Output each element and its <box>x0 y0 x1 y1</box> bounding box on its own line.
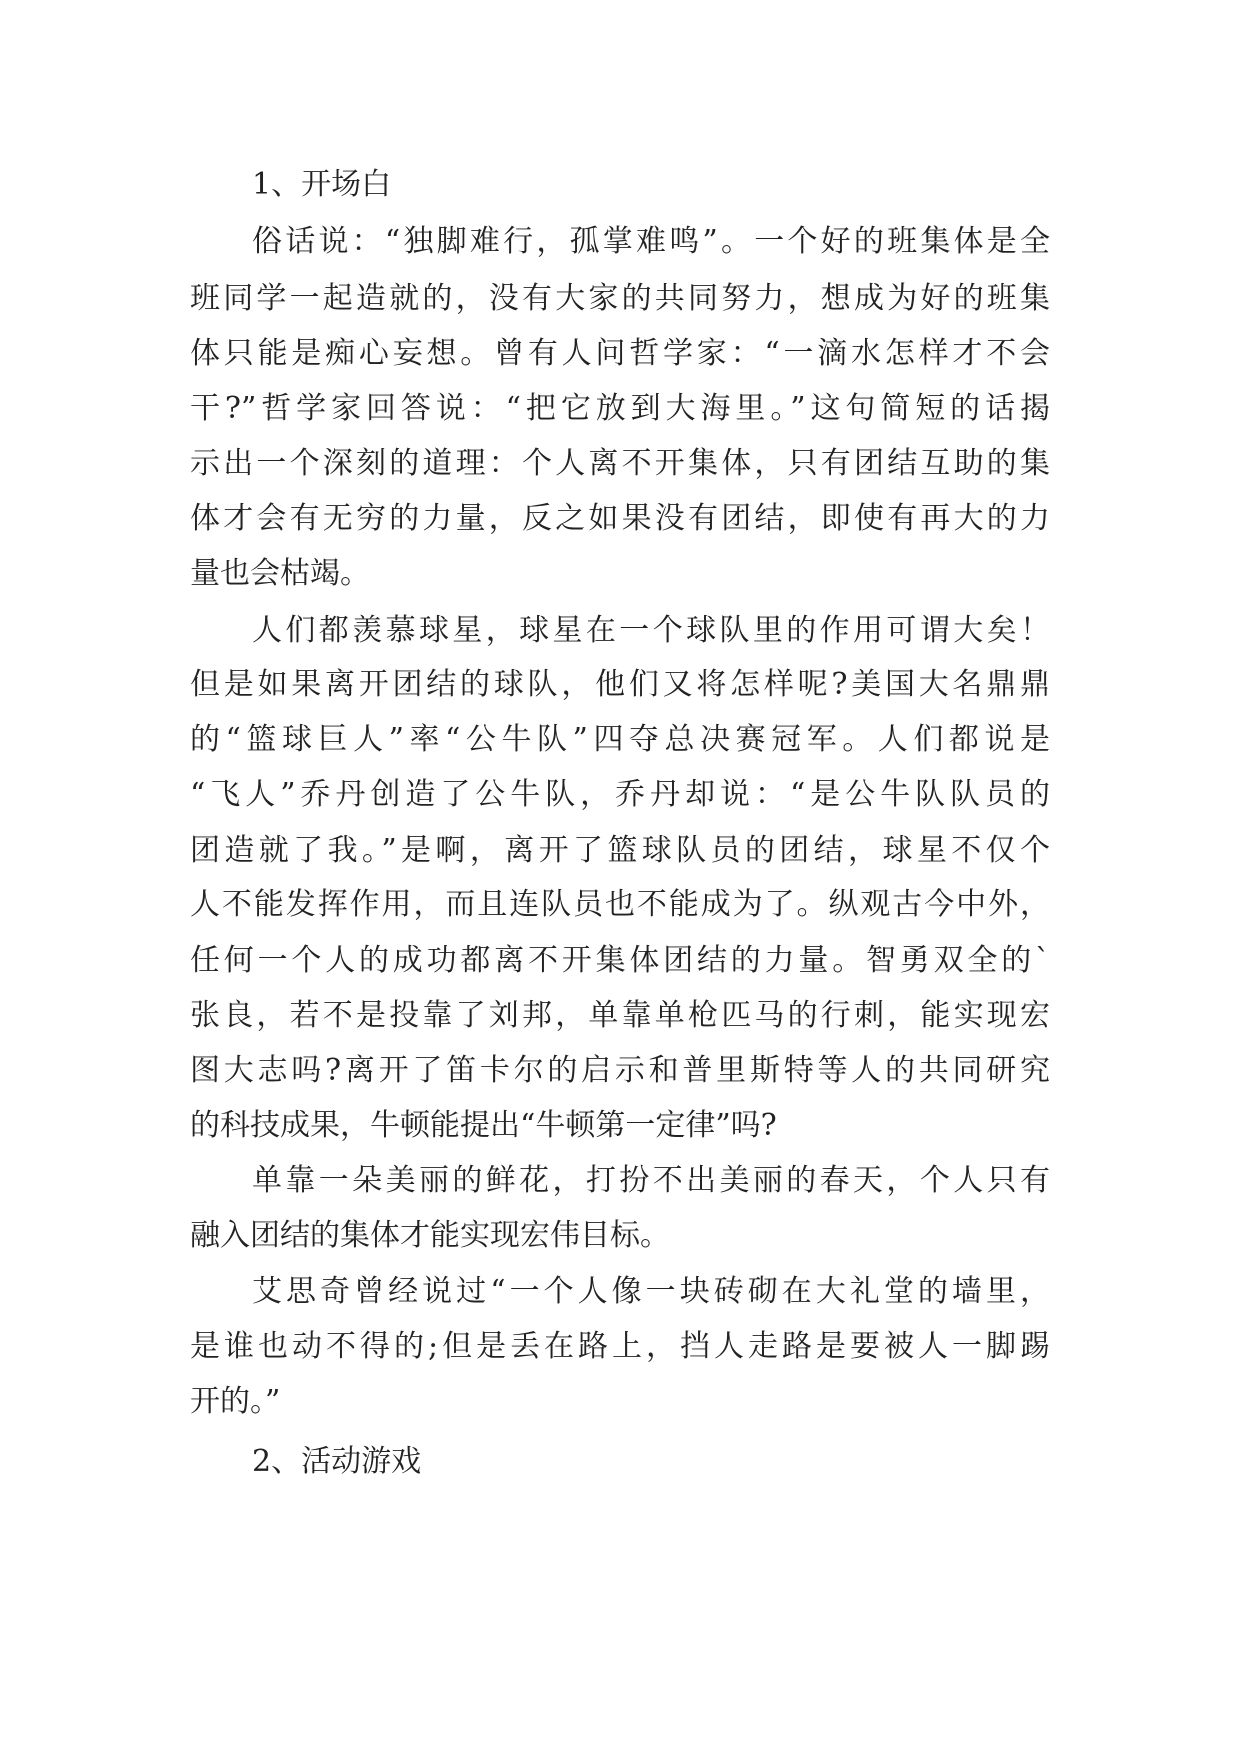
paragraph-line: 团造就了我。”是啊，离开了篮球队员的团结，球星不仅个 <box>190 833 1050 868</box>
paragraph-line: 干?”哲学家回答说：“把它放到大海里。”这句简短的话揭 <box>190 391 1050 426</box>
heading-opening: 1、开场白 <box>252 167 392 202</box>
paragraph-line: 人不能发挥作用，而且连队员也不能成为了。纵观古今中外， <box>190 887 1050 922</box>
paragraph-line: 图大志吗?离开了笛卡尔的启示和普里斯特等人的共同研究 <box>190 1053 1050 1088</box>
paragraph-line: “飞人”乔丹创造了公牛队，乔丹却说：“是公牛队队员的 <box>190 777 1050 812</box>
paragraph-line: 任何一个人的成功都离不开集体团结的力量。智勇双全的` <box>190 943 1050 978</box>
paragraph-line: 开的。” <box>190 1384 281 1419</box>
paragraph-line: 艾思奇曾经说过“一个人像一块砖砌在大礼堂的墙里， <box>252 1274 1050 1309</box>
paragraph-line: 人们都羡慕球星，球星在一个球队里的作用可谓大矣！ <box>252 613 1050 648</box>
paragraph-line: 的“篮球巨人”率“公牛队”四夺总决赛冠军。人们都说是 <box>190 722 1050 757</box>
paragraph-line: 是谁也动不得的;但是丢在路上，挡人走路是要被人一脚踢 <box>190 1329 1050 1364</box>
paragraph-line: 张良，若不是投靠了刘邦，单靠单枪匹马的行刺，能实现宏 <box>190 998 1050 1033</box>
paragraph-line: 融入团结的集体才能实现宏伟目标。 <box>190 1218 670 1253</box>
paragraph-line: 但是如果离开团结的球队，他们又将怎样呢?美国大名鼎鼎 <box>190 667 1050 702</box>
heading-activity-game: 2、活动游戏 <box>252 1444 422 1479</box>
paragraph-line: 量也会枯竭。 <box>190 556 370 591</box>
paragraph-line: 的科技成果，牛顿能提出“牛顿第一定律”吗? <box>190 1108 777 1143</box>
paragraph-line: 体才会有无穷的力量，反之如果没有团结，即使有再大的力 <box>190 501 1050 536</box>
paragraph-line: 单靠一朵美丽的鲜花，打扮不出美丽的春天，个人只有 <box>252 1163 1050 1198</box>
paragraph-line: 示出一个深刻的道理：个人离不开集体，只有团结互助的集 <box>190 446 1050 481</box>
paragraph-line: 俗话说：“独脚难行，孤掌难鸣”。一个好的班集体是全 <box>252 224 1050 259</box>
paragraph-line: 体只能是痴心妄想。曾有人问哲学家：“一滴水怎样才不会 <box>190 336 1050 371</box>
paragraph-line: 班同学一起造就的，没有大家的共同努力，想成为好的班集 <box>190 281 1050 316</box>
